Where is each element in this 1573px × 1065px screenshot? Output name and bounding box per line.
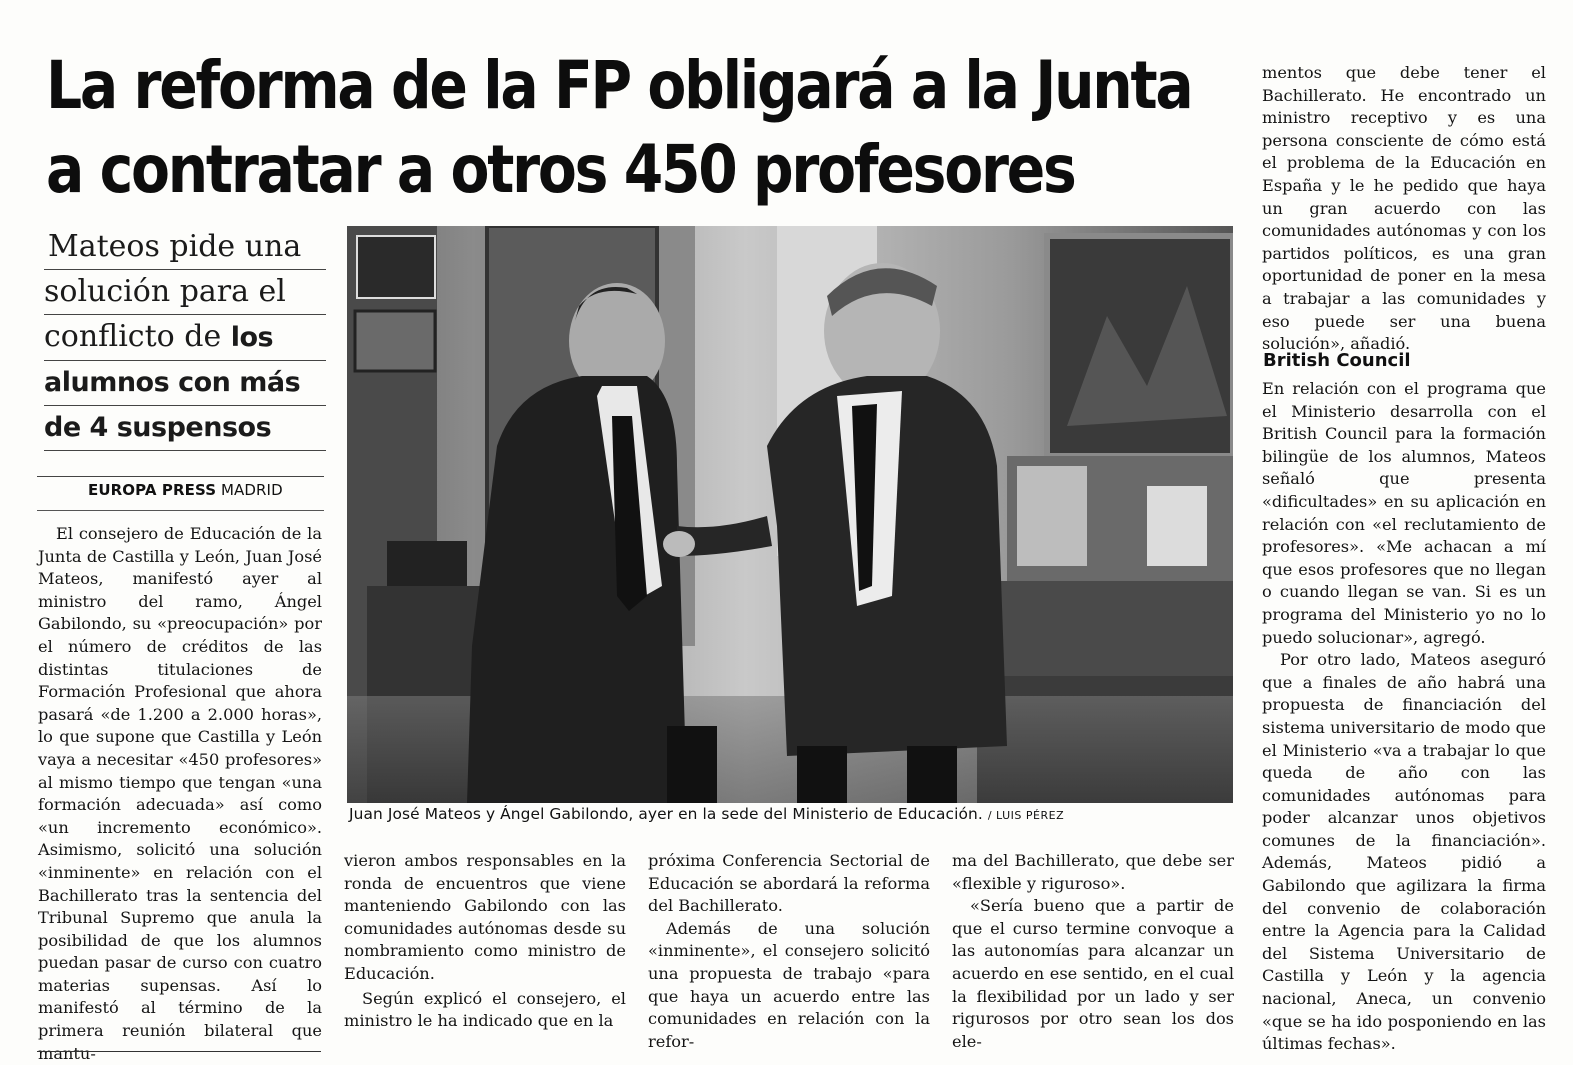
- byline: [88, 481, 283, 499]
- column-4-paragraph-1: ma del Bachillerato, que debe ser «flexible y riguroso».: [952, 851, 1234, 893]
- byline-bottom-rule: [37, 510, 324, 511]
- column-5-paragraph-2: En relación con el programa que el Ministerio desarrolla con el British Council para la formación bilingüe de los alumnos, Mateos señaló que presenta «dificultades» en su aplicación en relación con «el reclutamiento de profesores». «Me achacan a mí que esos profesores que no llegan o cuando llegan se van. Si es un programa del Ministerio yo no lo puedo solucionar», agregó.: [1262, 379, 1546, 647]
- column-5-paragraph-1: mentos que debe tener el Bachillerato. He encontrado un ministro receptivo y es una persona consciente de cómo está el problema de la Educación en España y le he pedido que haya un gran acuerdo con las comunidades autónomas y con los partidos políticos, es una gran oportunidad de poner en la mesa a trabajar a las comunidades y eso puede ser una buena solución», añadió.: [1262, 63, 1546, 354]
- column-3-paragraph-1: próxima Conferencia Sectorial de Educación se abordará la reforma del Bachillerato.: [648, 851, 930, 916]
- article-column-1: [38, 523, 322, 1065]
- headline-line-2: a contratar a otros 450 profesores: [46, 131, 1075, 208]
- news-photo: [347, 226, 1233, 803]
- column-2-paragraph-2: Según explicó el consejero, el ministro le ha indicado que en la: [344, 988, 626, 1031]
- byline-agency: EUROPA PRESS: [88, 481, 217, 499]
- column-2-paragraph-1: vieron ambos responsables en la ronda de encuentros que viene manteniendo Gabilondo con las comunidades autónomas desde su nombramiento como ministro de Educación.: [344, 851, 626, 983]
- column-4-paragraph-2: «Sería bueno que a partir de que el curso termine convoque a las autonomías para alcanzar un acuerdo en ese sentido, en el cual la flexibilidad por un lado y ser rigurosos por otro sean los dos ele-: [952, 896, 1234, 1051]
- deck-line-3: [44, 315, 326, 361]
- article-column-5-top: [1262, 62, 1546, 356]
- headline: [46, 44, 1192, 212]
- deck-subtitle: [44, 225, 326, 451]
- byline-city: MADRID: [220, 481, 283, 499]
- deck-line-2: solución para el: [44, 270, 326, 315]
- subhead-british-council: British Council: [1263, 350, 1411, 371]
- byline-top-rule: [37, 476, 324, 477]
- column-5-paragraph-3: Por otro lado, Mateos aseguró que a finales de año habrá una propuesta de financiación del sistema universitario de modo que el Ministerio «va a trabajar lo que queda de año con las comunidades autónomas para poder alcanzar unos objetivos comunes de la financiación». Además, Mateos pidió a Gabilondo que agilizara la firma del convenio de colaboración entre la Agencia para la Calidad del Sistema Universitario de Castilla y León y la agencia nacional, Aneca, un convenio «que se ha ido posponiendo en las últimas fechas».: [1262, 650, 1546, 1054]
- deck-line-4: alumnos con más: [44, 361, 326, 406]
- photo-illustration: [347, 226, 1233, 803]
- photo-credit: / LUIS PÉREZ: [987, 809, 1065, 822]
- article-column-3: [648, 850, 930, 1053]
- headline-line-1: La reforma de la FP obligará a la Junta: [46, 47, 1192, 124]
- column-3-paragraph-2: Además de una solución «inminente», el consejero solicitó una propuesta de trabajo «para que haya un acuerdo entre las comunidades en relación con la refor-: [648, 918, 930, 1051]
- article-column-5-bottom: [1262, 378, 1546, 1056]
- deck-line-5: de 4 suspensos: [44, 406, 326, 451]
- photo-caption: [349, 805, 1064, 823]
- article-column-2: [344, 850, 626, 1033]
- caption-text: Juan José Mateos y Ángel Gabilondo, ayer en la sede del Ministerio de Educación.: [349, 805, 983, 823]
- deck-line-3-plain: conflicto de: [44, 319, 231, 354]
- deck-line-1: Mateos pide una: [44, 225, 326, 270]
- deck-line-3-bold: los: [230, 322, 274, 353]
- bottom-rule: [37, 1051, 321, 1052]
- article-column-4: [952, 850, 1234, 1053]
- column-1-paragraph: El consejero de Educación de la Junta de Castilla y León, Juan José Mateos, manifestó ayer al ministro del ramo, Ángel Gabilondo, su «preocupación» por el número de créditos de las distintas titulaciones de Formación Profesional que ahora pasará «de 1.200 a 2.000 horas», lo que supone que Castilla y León vaya a necesitar «450 profesores» al mismo tiempo que tengan «una formación adecuada» así como «un incremento económico». Asimismo, solicitó una solución «inminente» en relación con el Bachillerato tras la sentencia del Tribunal Supremo que anula la posibilidad de que los alumnos puedan pasar de curso con cuatro materias supensas. Así lo manifestó al término de la primera reunión bilateral que mantu-: [38, 524, 322, 1063]
